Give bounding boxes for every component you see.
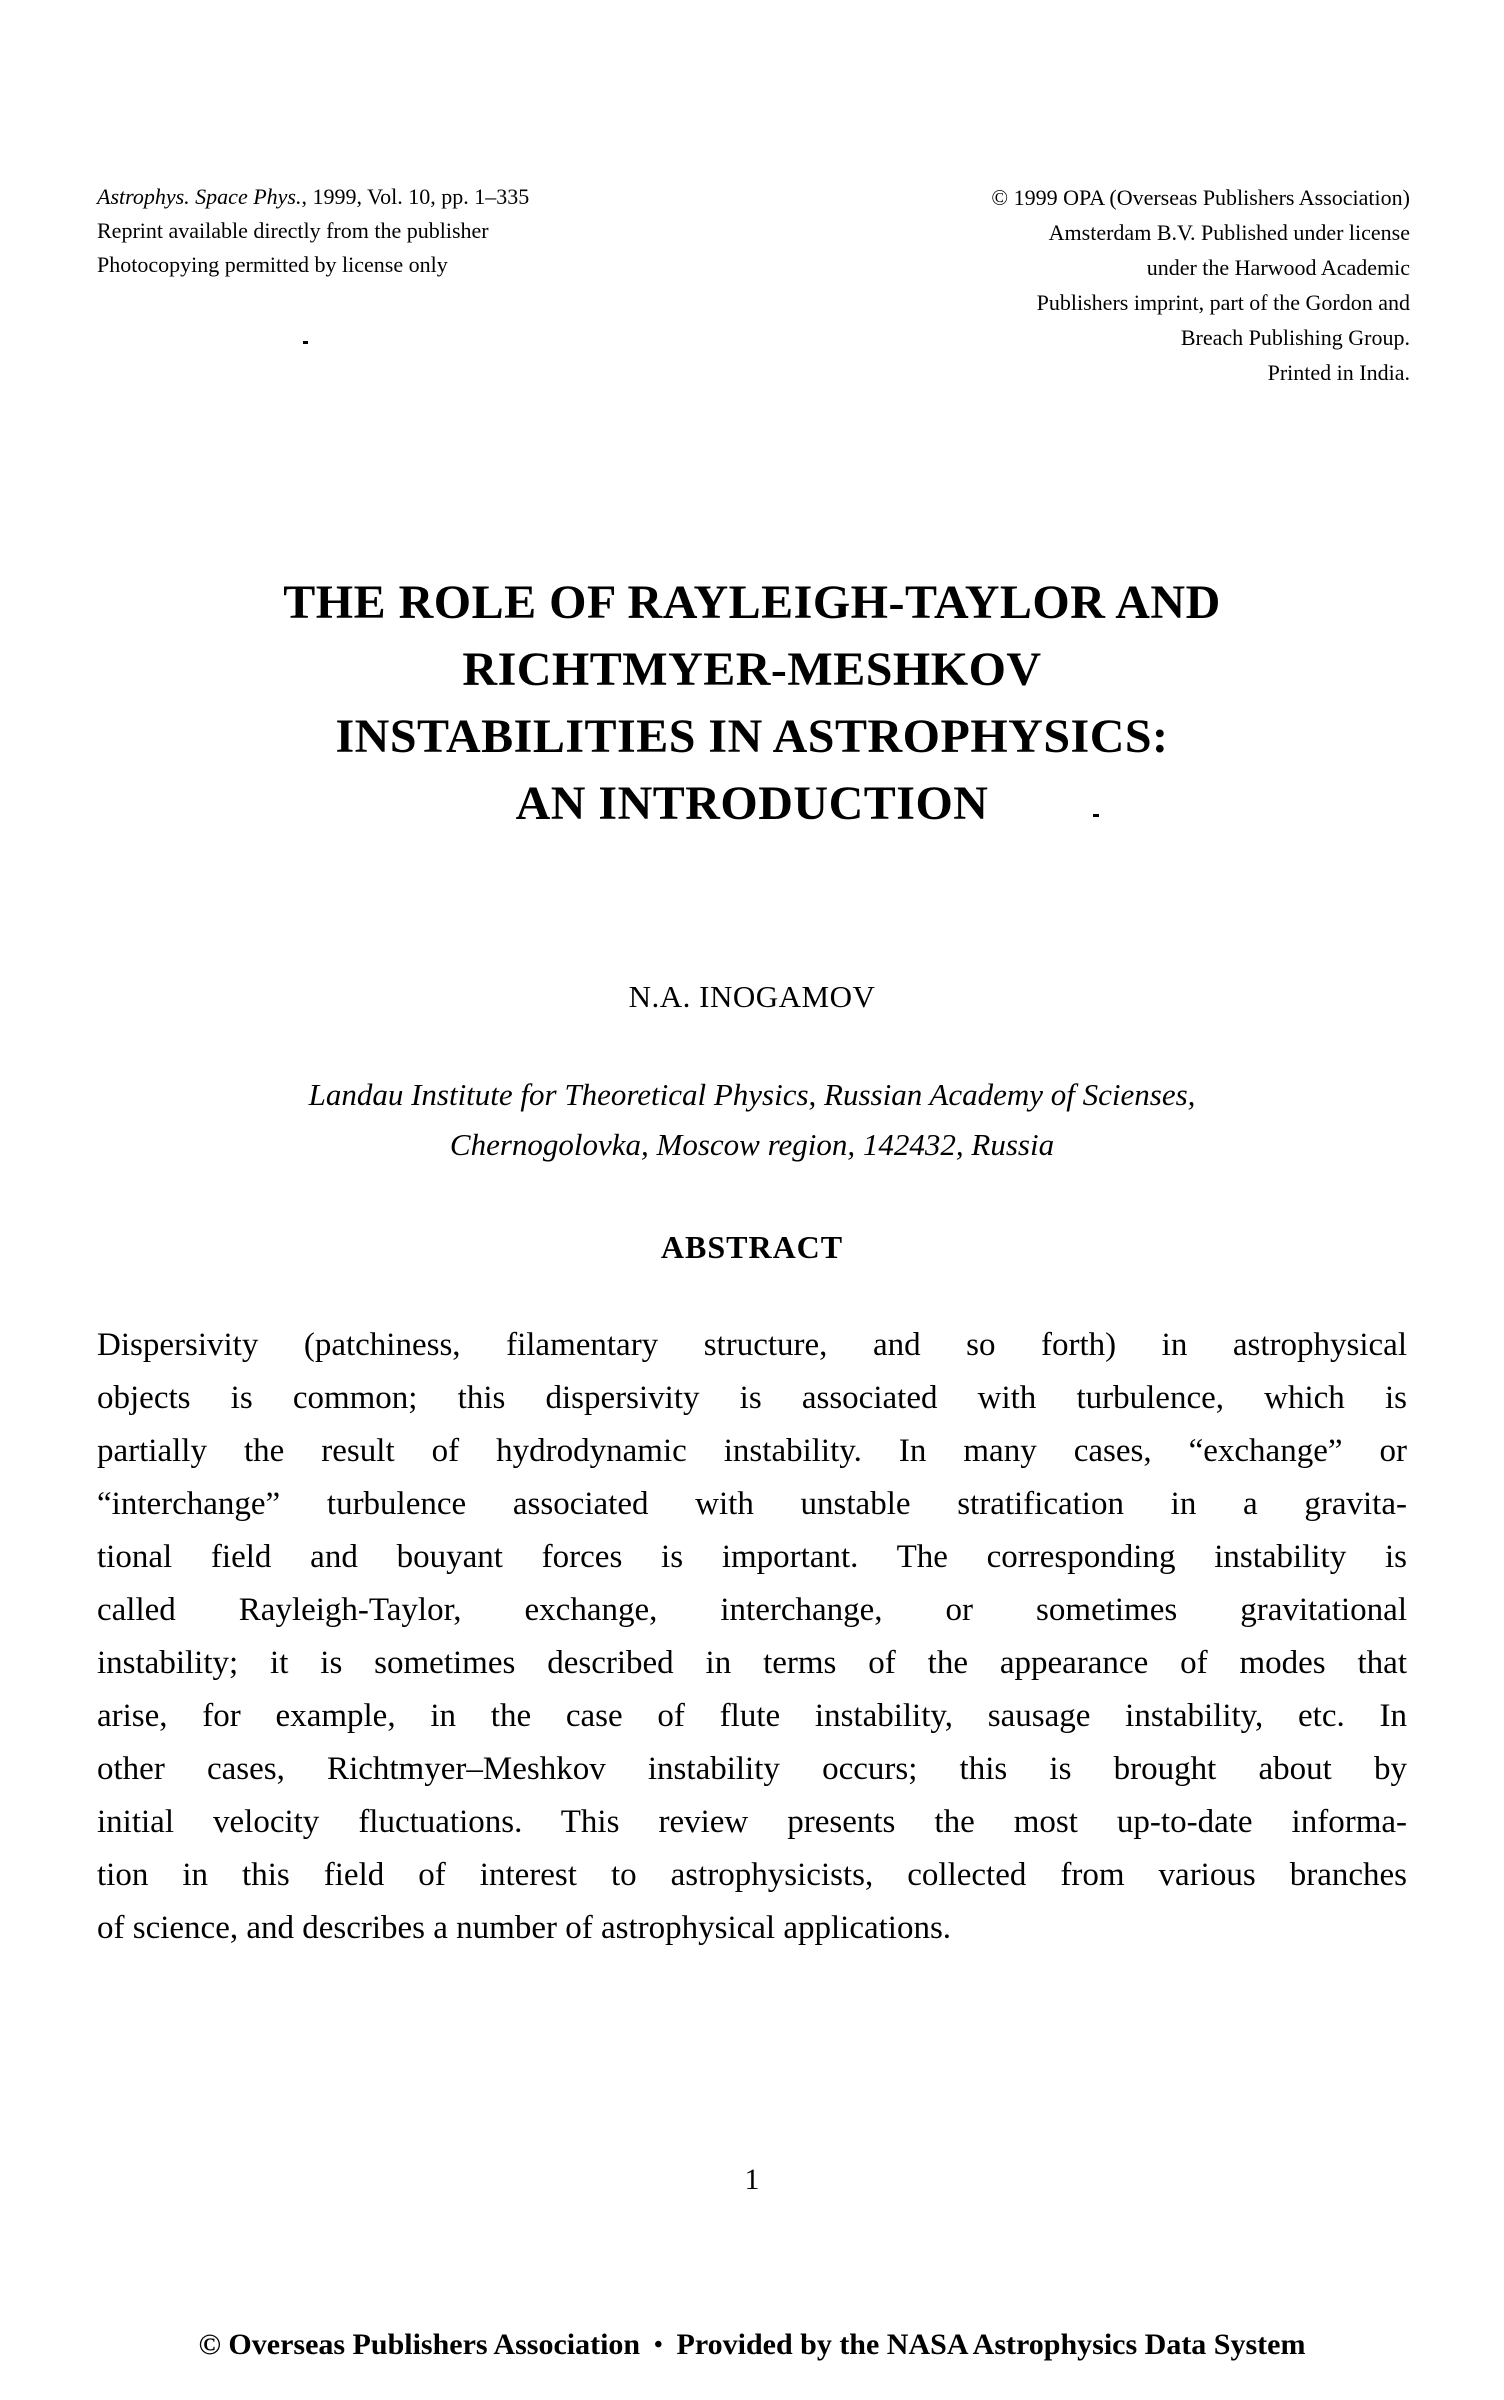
paper-title-line: THE ROLE OF RAYLEIGH-TAYLOR AND xyxy=(283,576,1221,629)
bullet-separator-icon: • xyxy=(654,2332,663,2358)
paper-title-line: RICHTMYER-MESHKOV xyxy=(462,643,1042,696)
abstract-line: initial velocity fluctuations. This review presents the most up-to-date informa- xyxy=(97,1804,1407,1840)
footer-provider: Provided by the NASA Astrophysics Data System xyxy=(676,2328,1306,2361)
journal-info-block xyxy=(97,180,529,282)
journal-volume-pages: , 1999, Vol. 10, pp. 1–335 xyxy=(301,184,530,209)
abstract-line: objects is common; this dispersivity is associated with turbulence, which is xyxy=(97,1380,1407,1416)
abstract-line: of science, and describes a number of astrophysical applications. xyxy=(97,1910,952,1946)
abstract-line: partially the result of hydrodynamic instability. In many cases, “exchange” or xyxy=(97,1433,1407,1469)
abstract-line: instability; it is sometimes described in terms of the appearance of modes that xyxy=(97,1645,1407,1681)
copyright-line: under the Harwood Academic xyxy=(1146,255,1410,280)
reprint-note: Reprint available directly from the publisher xyxy=(97,218,489,243)
abstract-line: other cases, Richtmyer–Meshkov instability occurs; this is brought about by xyxy=(97,1751,1407,1787)
copyright-block xyxy=(991,180,1410,390)
abstract-line: called Rayleigh-Taylor, exchange, interchange, or sometimes gravitational xyxy=(97,1592,1407,1628)
masthead xyxy=(97,180,1410,390)
copyright-line: Breach Publishing Group. xyxy=(1180,325,1410,350)
copyright-line: Amsterdam B.V. Published under license xyxy=(1048,220,1410,245)
ads-provider-footer xyxy=(0,2325,1504,2365)
journal-name: Astrophys. Space Phys. xyxy=(97,184,302,209)
paper-title xyxy=(0,569,1504,837)
paper-title-line: AN INTRODUCTION xyxy=(515,777,989,830)
abstract-line: tion in this field of interest to astrophysicists, collected from various branches xyxy=(97,1857,1407,1893)
copyright-line: Publishers imprint, part of the Gordon and xyxy=(1036,290,1410,315)
abstract-line: “interchange” turbulence associated with unstable stratification in a gravita- xyxy=(97,1486,1407,1522)
author-affiliation xyxy=(0,1070,1504,1170)
journal-citation-line xyxy=(97,180,529,214)
paper-title-line: INSTABILITIES IN ASTROPHYSICS: xyxy=(335,710,1169,763)
copyright-line: Printed in India. xyxy=(1267,360,1410,385)
author-name: N.A. INOGAMOV xyxy=(628,979,876,1014)
footer-copyright: © Overseas Publishers Association xyxy=(198,2328,641,2361)
page-number: 1 xyxy=(744,2163,760,2196)
affiliation-line: Chernogolovka, Moscow region, 142432, Russia xyxy=(449,1127,1055,1162)
photocopying-note: Photocopying permitted by license only xyxy=(97,252,448,277)
affiliation-line: Landau Institute for Theoretical Physics, Russian Academy of Scienses, xyxy=(308,1077,1196,1112)
abstract-line: arise, for example, in the case of flute instability, sausage instability, etc. In xyxy=(97,1698,1407,1734)
abstract-line: Dispersivity (patchiness, filamentary structure, and so forth) in astrophysical xyxy=(97,1327,1407,1363)
abstract-heading: ABSTRACT xyxy=(660,1229,844,1265)
copyright-line: © 1999 OPA (Overseas Publishers Association) xyxy=(991,185,1410,210)
abstract-line: tional field and bouyant forces is important. The corresponding instability is xyxy=(97,1539,1407,1575)
scan-artifact-dot xyxy=(303,341,308,344)
abstract-text xyxy=(97,1319,1407,1955)
